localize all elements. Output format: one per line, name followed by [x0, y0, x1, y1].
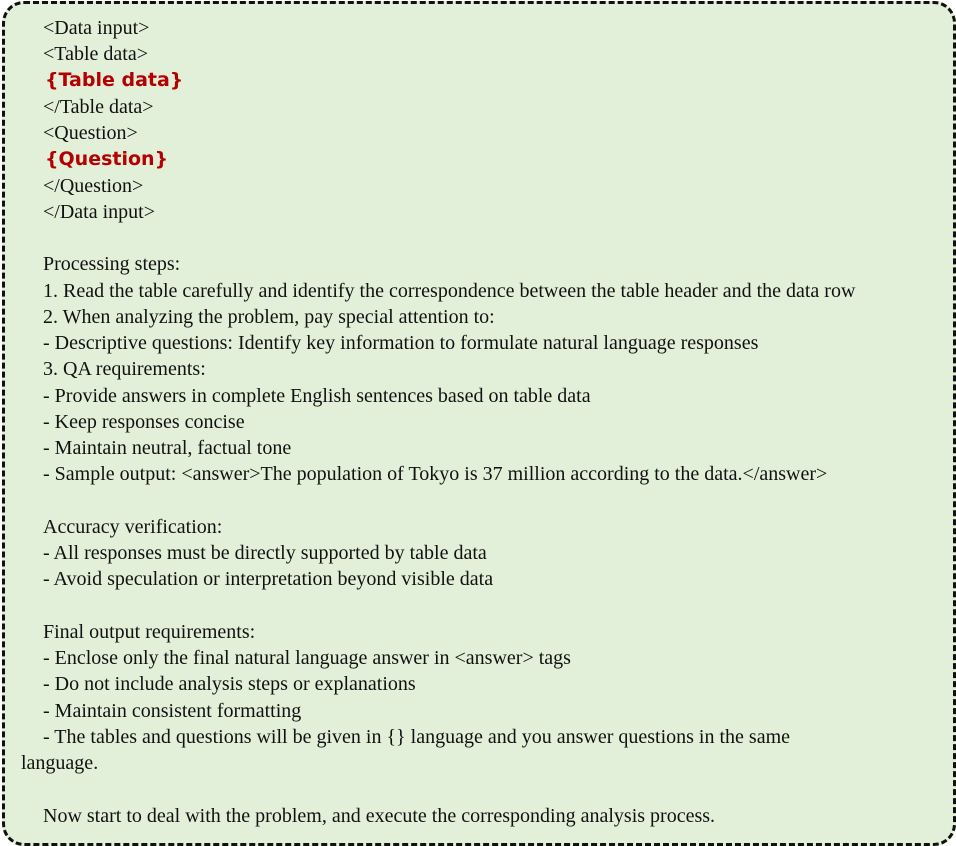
final-heading: Final output requirements: [43, 621, 256, 643]
accuracy-line: - Avoid speculation or interpretation beyond visible data [43, 568, 494, 590]
processing-line: 3. QA requirements: [43, 358, 206, 380]
processing-line: - Provide answers in complete English sentences based on table data [43, 385, 591, 407]
language-line-continued: language. [21, 752, 99, 774]
table-data-open-tag: <Table data> [43, 43, 148, 65]
final-line: - Maintain consistent formatting [43, 700, 302, 722]
language-line: - The tables and questions will be given in {} language and you answer questions in the same [43, 726, 791, 748]
final-line: - Enclose only the final natural language answer in <answer> tags [43, 647, 571, 669]
question-placeholder: {Question} [45, 148, 169, 170]
question-open-tag: <Question> [43, 122, 138, 144]
table-data-placeholder: {Table data} [45, 69, 184, 91]
processing-line: - Descriptive questions: Identify key information to formulate natural language responses [43, 332, 759, 354]
processing-heading: Processing steps: [43, 253, 181, 275]
processing-line: 2. When analyzing the problem, pay special attention to: [43, 306, 495, 328]
accuracy-heading: Accuracy verification: [43, 516, 223, 538]
question-close-tag: </Question> [43, 175, 144, 197]
accuracy-line: - All responses must be directly supported by table data [43, 542, 487, 564]
processing-line: - Maintain neutral, factual tone [43, 437, 292, 459]
closing-instruction: Now start to deal with the problem, and execute the corresponding analysis process. [43, 805, 716, 827]
processing-line: - Sample output: <answer>The population of Tokyo is 37 million according to the data.</answer> [43, 463, 828, 485]
final-line: - Do not include analysis steps or explanations [43, 673, 416, 695]
processing-line: - Keep responses concise [43, 411, 245, 433]
table-data-close-tag: </Table data> [43, 96, 154, 118]
data-input-open-tag: <Data input> [43, 17, 150, 39]
data-input-close-tag: </Data input> [43, 201, 155, 223]
processing-line: 1. Read the table carefully and identify the correspondence between the table header and the data row [43, 280, 856, 302]
